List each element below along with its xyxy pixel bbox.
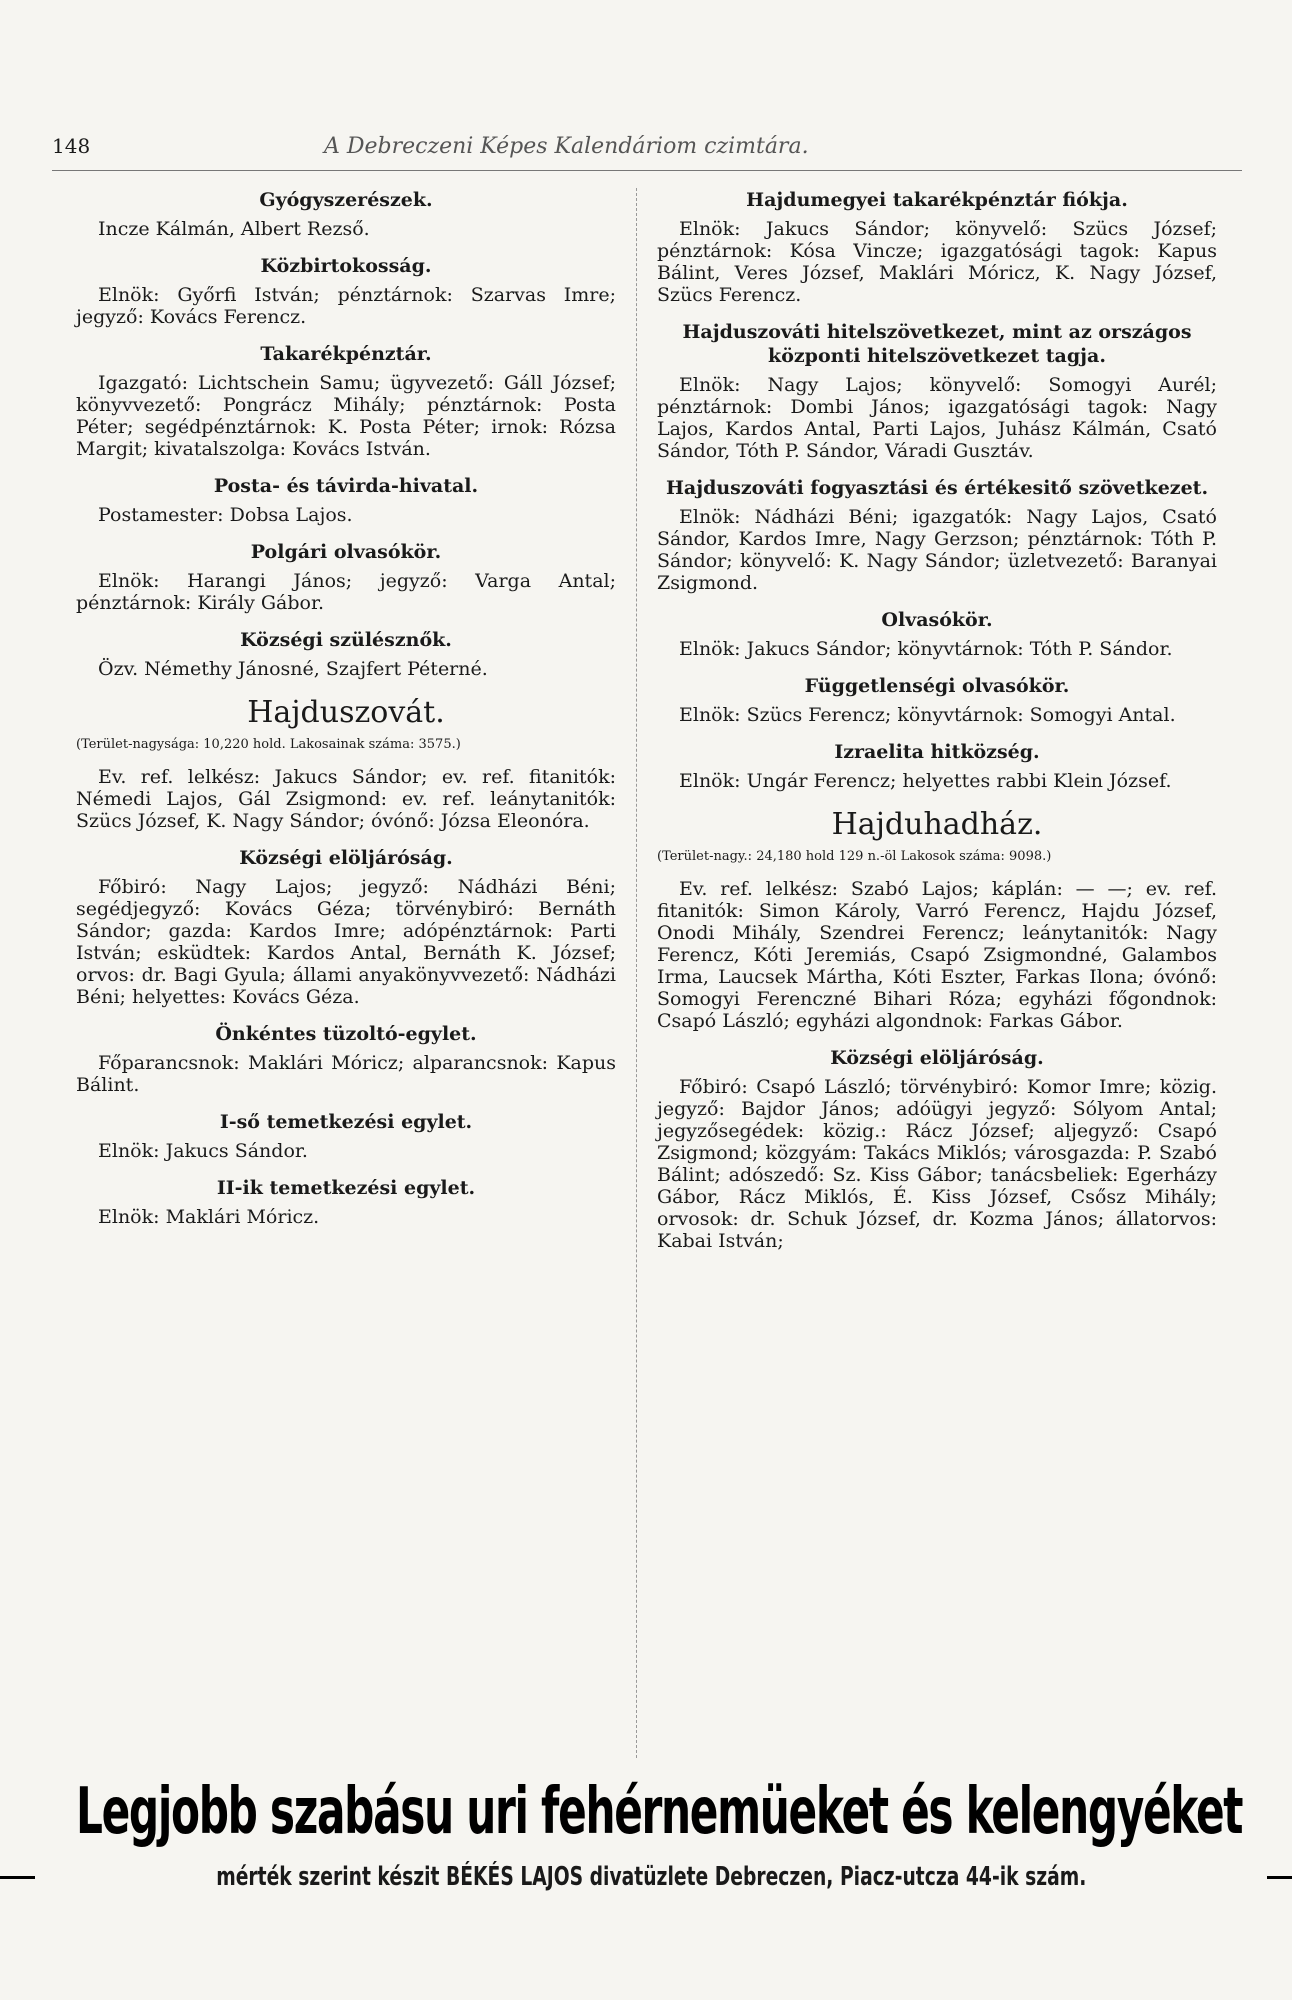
section-body: Elnök: Jakucs Sándor. (98, 1140, 308, 1162)
section-body: Elnök: Jakucs Sándor; könyvtárnok: Tóth P. Sándor. (679, 638, 1173, 660)
section-body: Elnök: Jakucs Sándor; könyvelő: Szücs József; pénztárnok: Kósa Vincze; igazgatósági tagok: Kapus Bálint, Veres József, Maklári Móricz, K. Nagy József, Szücs Ferencz. (657, 218, 1217, 306)
section (76, 846, 616, 1008)
section-title: Hajduszováti fogyasztási és értékesitő szövetkezet. (665, 477, 1209, 499)
section-body: Elnök: Nagy Lajos; könyvelő: Somogyi Aurél; pénztárnok: Dombi János; igazgatósági tagok: Nagy Lajos, Kardos Antal, Parti Lajos, Juhász Kálmán, Csató Sándor, Tóth P. Sándor, Váradi Gusztáv. (657, 374, 1217, 462)
section-title: Hajdumegyei takarékpénztár fiókja. (746, 189, 1128, 211)
section (76, 540, 616, 614)
town-title: Hajduszovát. (247, 695, 445, 730)
advert-subline-text: mérték szerint készit BÉKÉS LAJOS divatüzlete Debreczen, Piacz-utcza 44-ik szám. (215, 1862, 1087, 1892)
section-title: Gyógyszerészek. (259, 189, 433, 211)
section-body: Postamester: Dobsa Lajos. (98, 504, 353, 526)
section-body: Elnök: Ungár Ferencz; helyettes rabbi Klein József. (679, 770, 1172, 792)
right-column (657, 188, 1217, 1266)
section-title: Községi elöljáróság. (830, 1047, 1044, 1069)
section (657, 740, 1217, 792)
section (76, 1022, 616, 1096)
section-title: Izraelita hitközség. (834, 741, 1040, 763)
section-body: Főbiró: Csapó László; törvénybiró: Komor Imre; közig. jegyző: Bajdor János; adóügyi jegyző: Sólyom Antal; jegyzősegédek: közig.: Rácz József; aljegyző: Csapó Zsigmond; közgyám: Takács Miklós; városgazda: P. Szabó Bálint; adószedő: Sz. Kiss Gábor; tanácsbeliek: Egerházy Gábor, Rácz Miklós, É. Kiss József, Csősz Mihály; orvosok: dr. Schuk József, dr. Kozma János; állatorvos: Kabai István; (657, 1076, 1217, 1252)
page-number: 148 (52, 134, 91, 158)
section-body: Elnök: Harangi János; jegyző: Varga Antal; pénztárnok: Király Gábor. (76, 570, 616, 614)
section (657, 320, 1217, 462)
section-title: Önkéntes tüzoltó-egylet. (215, 1023, 477, 1045)
section-title: Posta- és távirda-hivatal. (213, 475, 479, 497)
section (657, 674, 1217, 726)
section-title: I-ső temetkezési egylet. (219, 1111, 473, 1133)
rule-right (1267, 1876, 1292, 1879)
section (657, 608, 1217, 660)
section (76, 188, 616, 240)
section-body: Özv. Némethy Jánosné, Szajfert Péterné. (98, 658, 488, 680)
section-body: Főparancsnok: Maklári Móricz; alparancsnok: Kapus Bálint. (76, 1052, 616, 1096)
section-title: II-ik temetkezési egylet. (216, 1177, 476, 1199)
town-area-note: (Terület-nagysága: 10,220 hold. Lakosainak száma: 3575.) (76, 737, 461, 752)
section-title: Takarékpénztár. (260, 343, 432, 365)
rule-left (0, 1876, 35, 1879)
section (76, 254, 616, 328)
advert-headline: Legjobb szabásu uri fehérnemüeket és kelengyéket (76, 1775, 1243, 1849)
section-body: Elnök: Győrfi István; pénztárnok: Szarvas Imre; jegyző: Kovács Ferencz. (76, 284, 616, 328)
town-section-hajduszovat (76, 694, 616, 832)
section-title: Községi szülésznők. (240, 629, 452, 651)
section-title: Polgári olvasókör. (250, 541, 442, 563)
town-title: Hajduhadház. (831, 807, 1043, 842)
section-body: Ev. ref. lelkész: Jakucs Sándor; ev. ref. fitanitók: Némedi Lajos, Gál Zsigmond: ev. ref. leánytanitók: Szücs József, K. Nagy Sándor; óvónő: Józsa Eleonóra. (76, 766, 616, 832)
section (76, 1176, 616, 1228)
section-body: Igazgató: Lichtschein Samu; ügyvezető: Gáll József; könyvvezető: Pongrácz Mihály; pénztárnok: Posta Péter; segédpénztárnok: K. Posta Péter; irnok: Rózsa Margit; kivatalszolga: Kovács István. (76, 372, 616, 460)
section-body: Incze Kálmán, Albert Rezső. (98, 218, 370, 240)
section (76, 474, 616, 526)
section-title: Olvasókör. (881, 609, 993, 631)
running-title: A Debreczeni Képes Kalendáriom czimtára. (324, 134, 809, 159)
section-title: Hajduszováti hitelszövetkezet, mint az országos központi hitelszövetkezet tagja. (682, 321, 1192, 367)
section (657, 1046, 1217, 1252)
section (657, 476, 1217, 594)
section-body: Elnök: Maklári Móricz. (98, 1206, 320, 1228)
section-body: Főbiró: Nagy Lajos; jegyző: Nádházi Béni; segédjegyző: Kovács Géza; törvénybiró: Bernáth Sándor; gazda: Kardos Imre; adópénztárnok: Parti István; esküdtek: Kardos Antal, Bernáth K. József; orvos: dr. Bagi Gyula; állami anyakönyvvezető: Nádházi Béni; helyettes: Kovács Géza. (76, 876, 616, 1008)
section (657, 188, 1217, 306)
section-title: Községi elöljáróság. (239, 847, 453, 869)
section-body: Elnök: Nádházi Béni; igazgatók: Nagy Lajos, Csató Sándor, Kardos Imre, Nagy Gerzson; pénztárnok: Tóth P. Sándor; könyvelő: K. Nagy Sándor; üzletvezető: Baranyai Zsigmond. (657, 506, 1217, 594)
section-body: Elnök: Szücs Ferencz; könyvtárnok: Somogyi Antal. (679, 704, 1176, 726)
section (76, 342, 616, 460)
left-column (76, 188, 616, 1242)
section (76, 628, 616, 680)
section-title: Függetlenségi olvasókör. (804, 675, 1070, 697)
section (76, 1110, 616, 1162)
town-section-hajduhadhaz (657, 806, 1217, 1032)
section-title: Közbirtokosság. (260, 255, 432, 277)
page-header (52, 130, 1242, 171)
advert-subline (76, 1862, 1226, 1892)
column-divider (636, 188, 637, 1758)
town-area-note: (Terület-nagy.: 24,180 hold 129 n.-öl Lakosok száma: 9098.) (657, 849, 1052, 864)
section-body: Ev. ref. lelkész: Szabó Lajos; káplán: — —; ev. ref. fitanitók: Simon Károly, Varró Ferencz, Hajdu József, Onodi Mihály, Szendrei Ferencz; leánytanitók: Nagy Ferencz, Kóti Jeremiás, Csapó Zsigmondné, Galambos Irma, Laucsek Mártha, Kóti Eszter, Farkas Ilona; óvónő: Somogyi Ferenczné Bihari Róza; egyházi főgondnok: Csapó László; egyházi algondnok: Farkas Gábor. (657, 878, 1217, 1032)
